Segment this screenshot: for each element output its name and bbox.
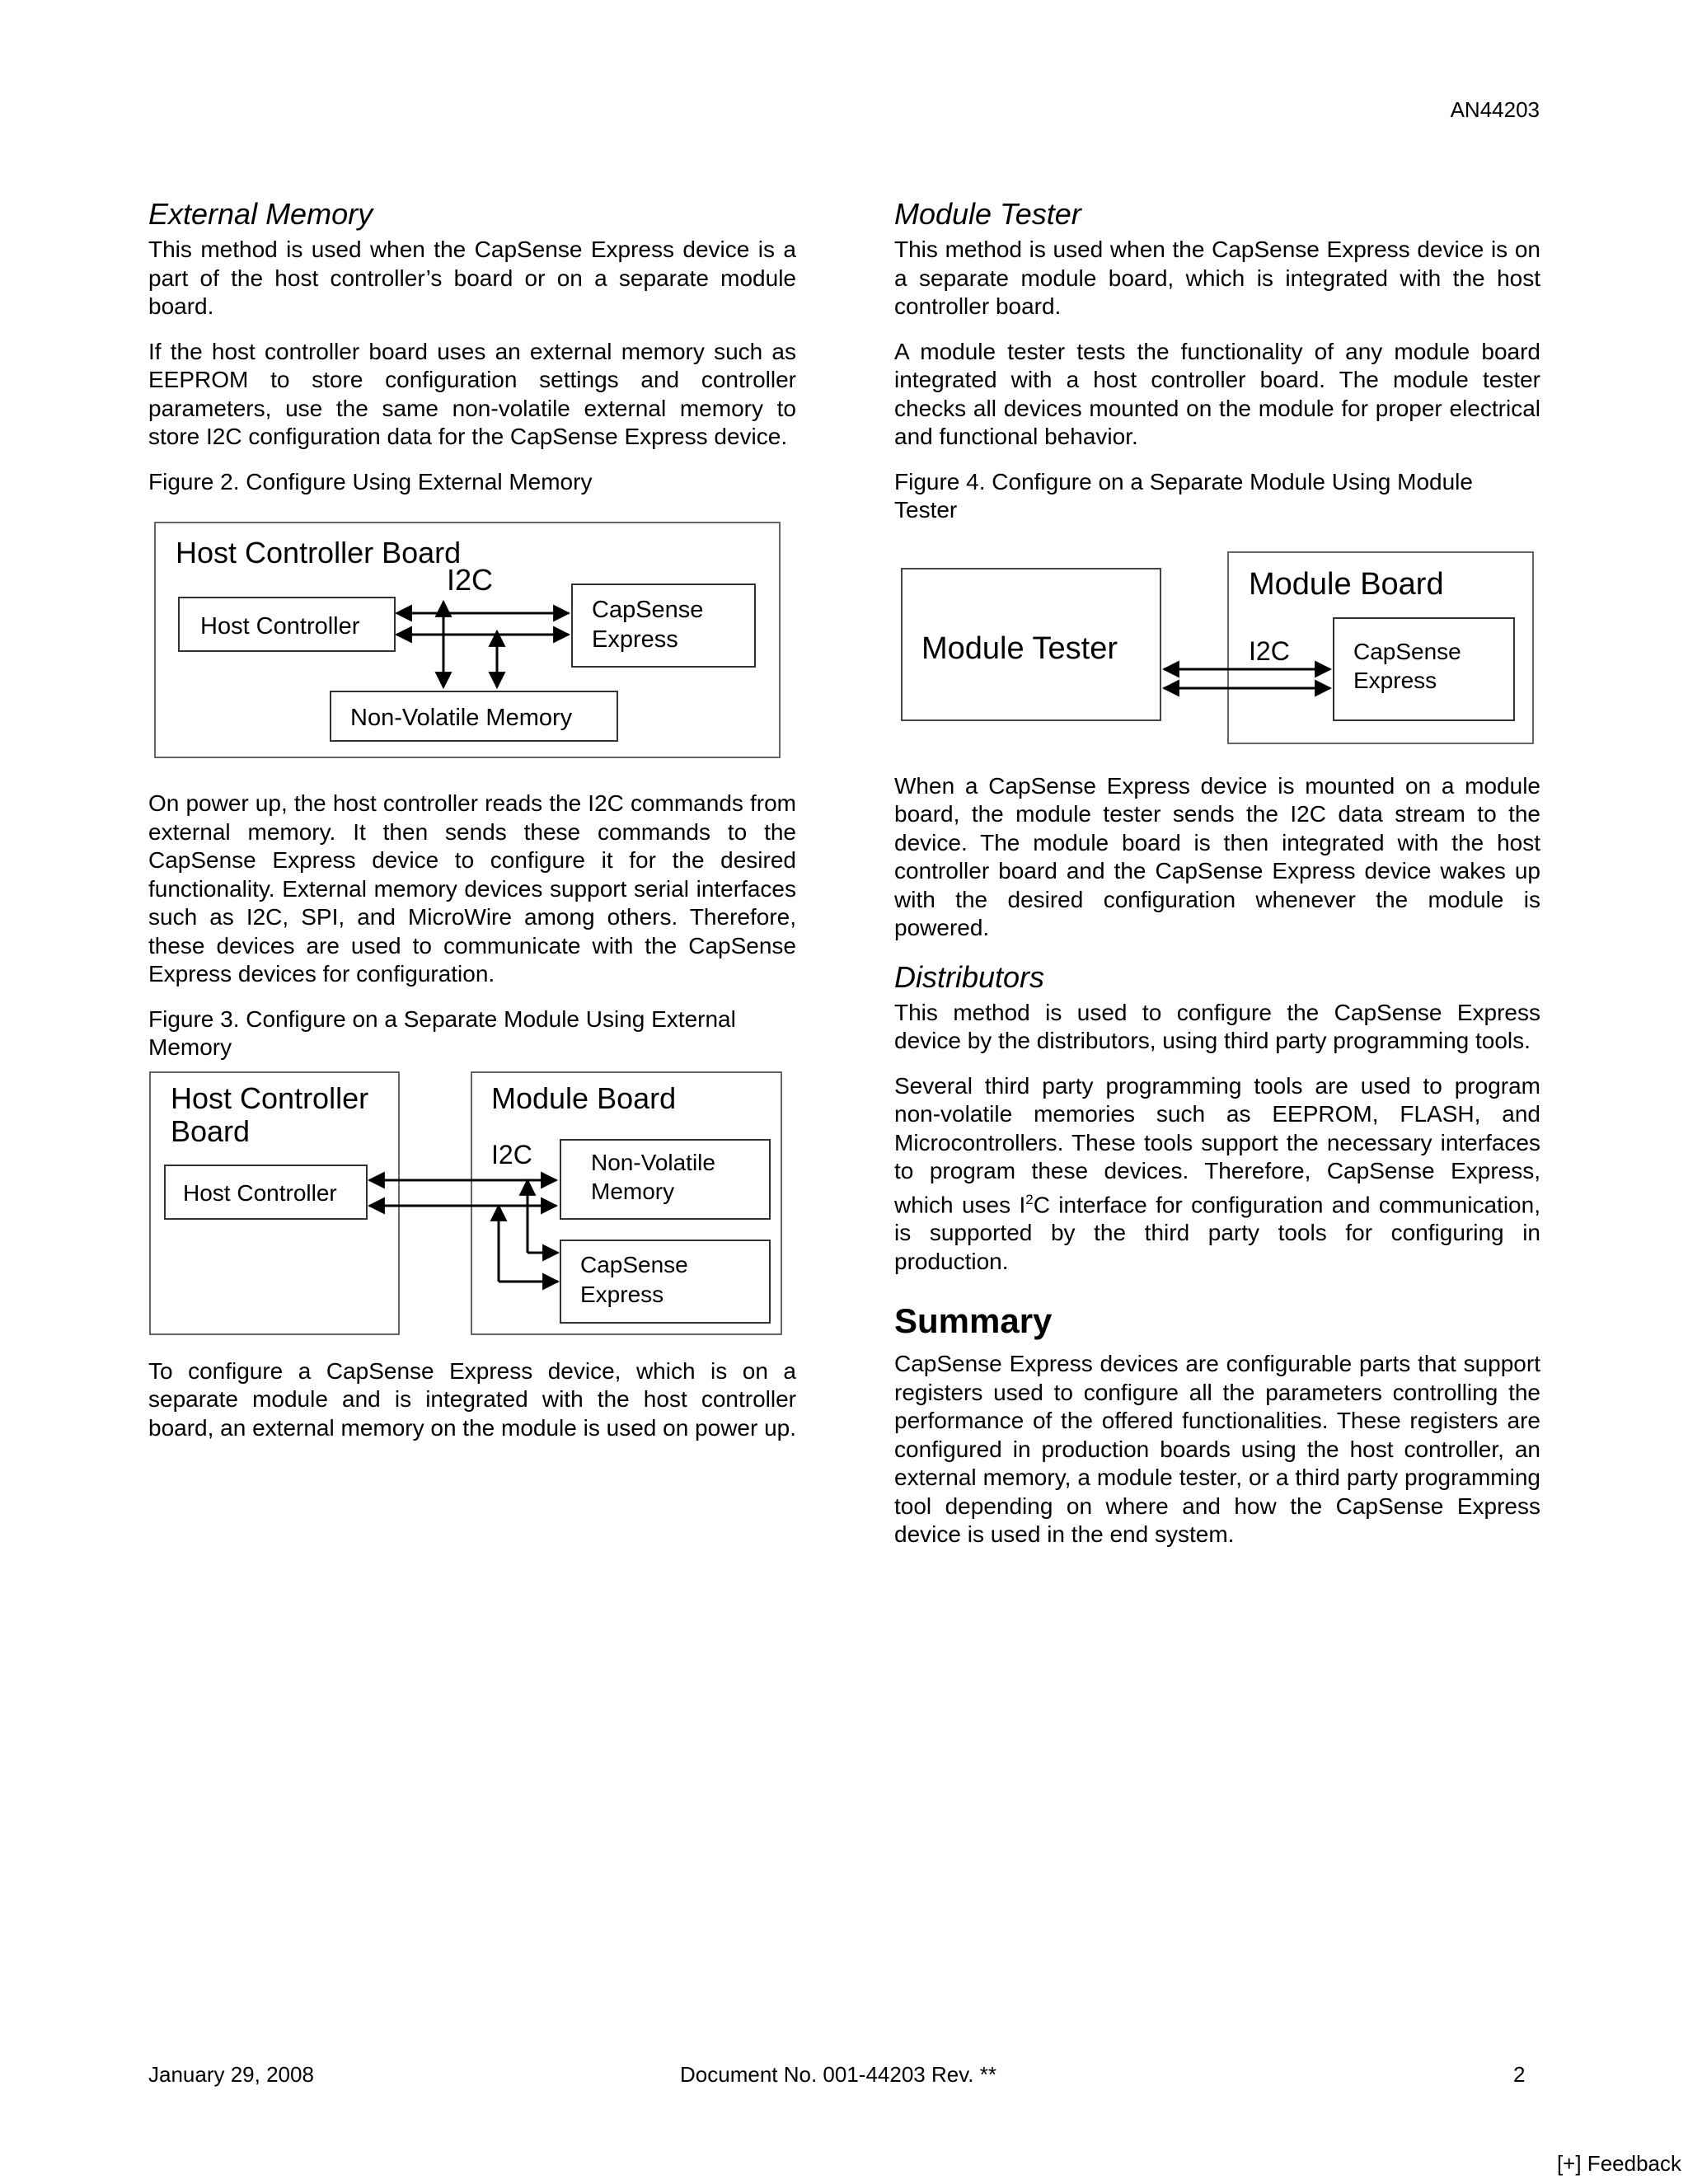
distributors-heading: Distributors	[894, 959, 1045, 994]
host-board-label: Board	[171, 1113, 251, 1148]
footer-date: January 29, 2008	[148, 2062, 314, 2087]
i2c-label: I2C	[491, 1139, 532, 1169]
module-tester-label: Module Tester	[921, 630, 1118, 666]
left-column	[148, 196, 796, 1459]
nvm-label: Non-Volatile Memory	[350, 705, 573, 731]
figure-4-caption: Figure 4. Configure on a Separate Module Using Module Tester	[894, 468, 1473, 523]
i2c-label: I2C	[447, 563, 494, 597]
host-controller-label: Host Controller	[200, 613, 360, 640]
capsense-label: CapSense	[592, 597, 704, 623]
summary-heading: Summary	[894, 1301, 1053, 1341]
paragraph: When a CapSense Express device is mounted on a module board, the module tester sends the I2C data stream to the device. The module board is then integrated with the host controller board and the CapSense Express device wakes up with the desired configuration whenever the module is powered.	[894, 772, 1540, 940]
right-column	[894, 196, 1540, 1566]
capsense-label: CapSense	[1353, 638, 1461, 664]
nvm-label: Non-Volatile	[591, 1149, 715, 1175]
superscript: 2	[1025, 1191, 1034, 1207]
module-tester-heading: Module Tester	[894, 197, 1081, 231]
paragraph	[894, 1072, 1540, 1277]
paragraph: On power up, the host controller reads the I2C commands from external memory. It then sends these commands to the CapSense Express device to configure it for the desired functionality. External memory devices support serial interfaces such as I2C, SPI, and MicroWire among others. Therefore, these devices are used to communicate with the CapSense Express devices for configuration.	[148, 790, 796, 987]
figure-4-diagram	[894, 545, 1540, 751]
capsense-label: Express	[1353, 667, 1437, 693]
module-board-label: Module Board	[1249, 566, 1444, 602]
board-label: Host Controller Board	[176, 536, 462, 569]
paragraph: This method is used to configure the CapSense Express device by the distributors, using third party programming tools.	[894, 999, 1540, 1053]
text-span: C interface for configuration and communication, is supported by the third party tools for configuring in production.	[894, 1191, 1540, 1274]
nvm-label: Memory	[591, 1178, 675, 1204]
figure-2-caption: Figure 2. Configure Using External Memory	[148, 468, 593, 494]
text-span: Several third party programming tools are used to program non-volatile memories such as EEPROM, FLASH, and Microcontrollers. These tools support the necessary interfaces to program these devices. Therefore, CapSense Express, which uses I	[894, 1072, 1540, 1217]
capsense-label: Express	[592, 626, 678, 653]
capsense-label: CapSense	[580, 1251, 688, 1277]
paragraph: To configure a CapSense Express device, which is on a separate module and is integrated with the host controller board, an external memory on the module is used on power up.	[148, 1357, 797, 1441]
paragraph: This method is used when the CapSense Express device is a part of the host controller’s board or on a separate module board.	[148, 237, 796, 319]
document-id: AN44203	[1450, 97, 1540, 122]
module-board-label: Module Board	[491, 1080, 677, 1115]
footer-page-number: 2	[1513, 2062, 1526, 2087]
capsense-label: Express	[580, 1281, 664, 1307]
i2c-label: I2C	[1249, 635, 1290, 666]
paragraph: A module tester tests the functionality of any module board integrated with a host controller board. The module tester checks all devices mounted on the module for proper electrical and functional behavior.	[894, 338, 1540, 449]
host-board-label: Host Controller	[171, 1080, 369, 1115]
figure-3-diagram	[148, 1069, 796, 1338]
host-controller-label: Host Controller	[183, 1179, 337, 1206]
paragraph: This method is used when the CapSense Express device is on a separate module board, which is integrated with the host controller board.	[894, 237, 1540, 319]
paragraph: CapSense Express devices are configurable parts that support registers used to configure all the parameters controlling the performance of the offered functionalities. These registers are configured in production boards using the host controller, an external memory, a module tester, or a third party programming tool depending on where and how the CapSense Express device is used in the end system.	[894, 1351, 1540, 1548]
figure-3-caption: Figure 3. Configure on a Separate Module Using External Memory	[148, 1005, 736, 1060]
paragraph: If the host controller board uses an external memory such as EEPROM to store configuration settings and controller parameters, use the same non-volatile external memory to store I2C configuration data for the CapSense Express device.	[148, 338, 796, 449]
feedback-link[interactable]: [+] Feedback	[1556, 2151, 1681, 2176]
figure-2-diagram	[148, 516, 796, 762]
footer-doc-number: Document No. 001-44203 Rev. **	[680, 2062, 996, 2087]
external-memory-heading: External Memory	[148, 197, 373, 231]
